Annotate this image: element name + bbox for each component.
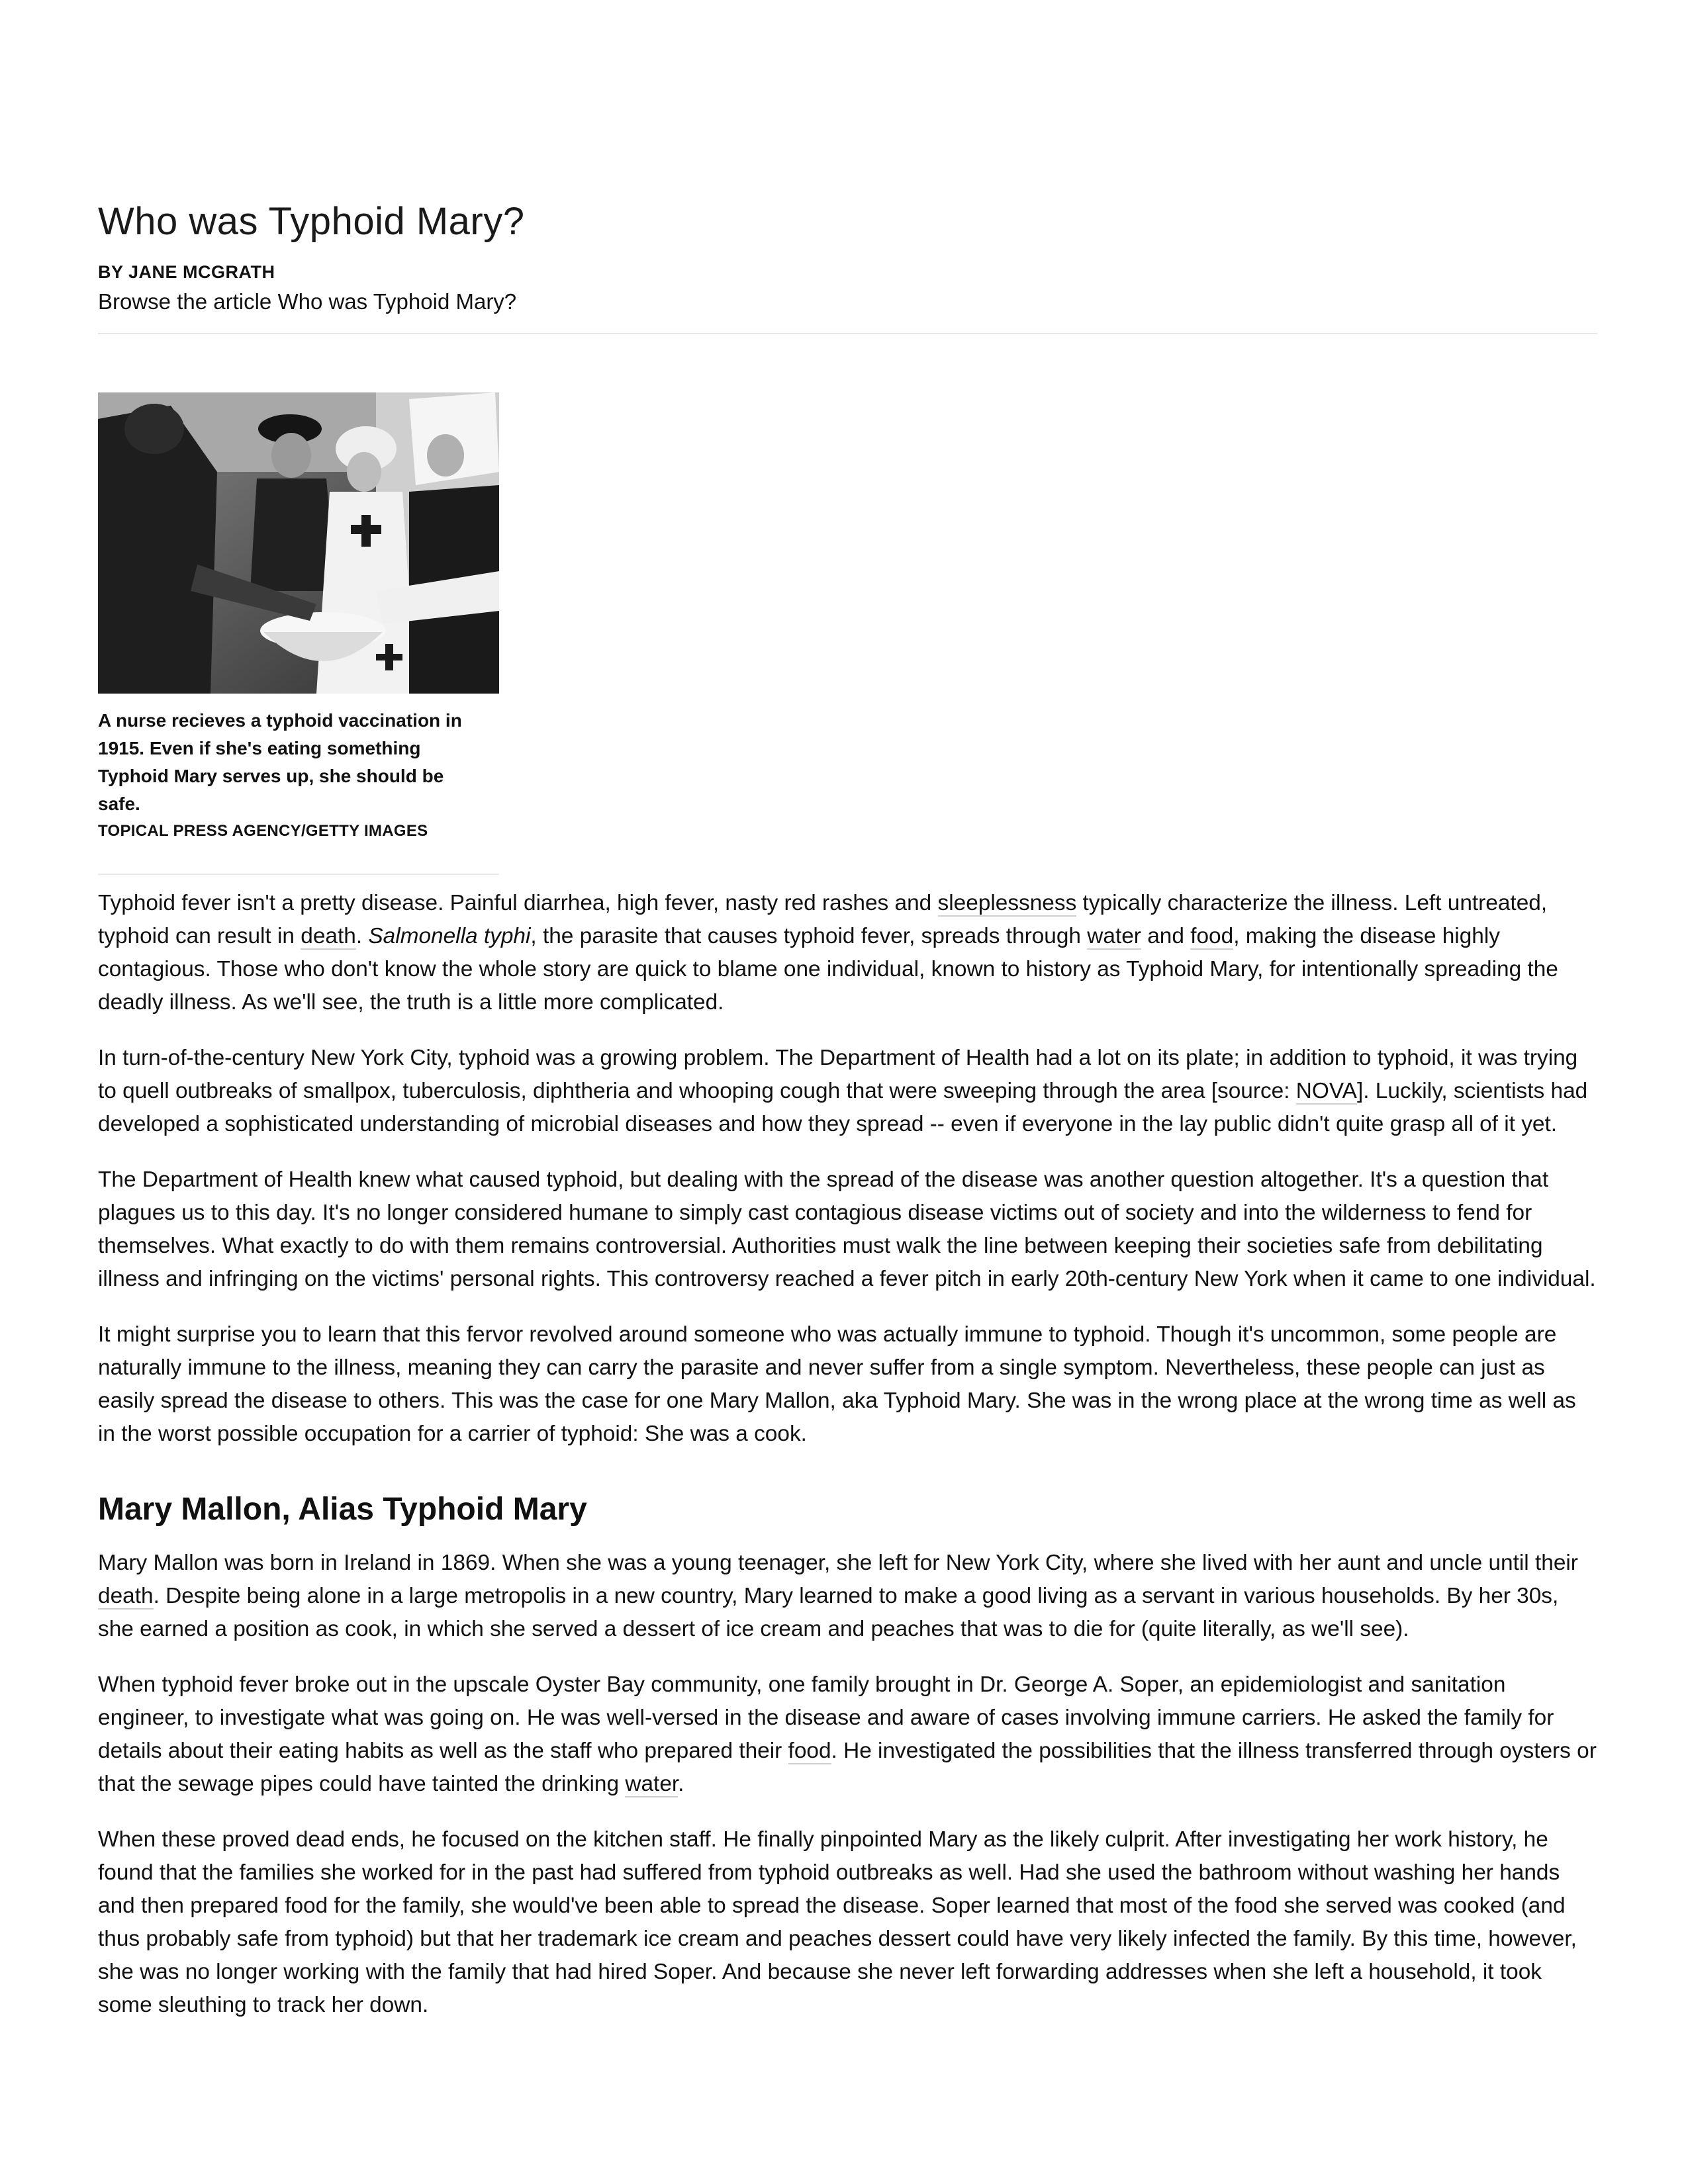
text: In turn-of-the-century New York City, typhoid was a growing problem. The Department of Health had a lot on its plate; in addition to typhoid, it was trying to quell outbreaks of smallpox, tuberculosis, diphtheria and whooping cough that were sweeping through the area [source: [98, 1045, 1578, 1103]
text: , making the disease highly contagious. Those who don't know the whole story are quick to blame one individual, known to history as Typhoid Mary, for intentionally spreading the deadly illness. As we'll see, the truth is a little more complicated. [98, 923, 1558, 1015]
text: typically characterize the illness. Left untreated, typhoid can result in [98, 890, 1548, 948]
browse-article-text: Browse the article Who was Typhoid Mary? [98, 289, 517, 314]
sleeplessness-link[interactable]: sleeplessness [937, 890, 1077, 915]
text: and [1141, 923, 1191, 948]
paragraph-3: The Department of Health knew what caused typhoid, but dealing with the spread of the disease was another question altogether. It's a question that plagues us to this day. It's no longer considered humane to simply cast contagious disease victims out of society and into the wilderness to fend for themselves. What exactly to do with them remains controversial. Authorities must walk the line between keeping their societies safe from debilitating illness and infringing on the victims' personal rights. This controversy reached a fever pitch in early 20th-century New York when it came to one individual. [98, 1167, 1596, 1291]
text: . [678, 1772, 684, 1797]
figure-divider [98, 874, 499, 875]
text: When typhoid fever broke out in the upscale Oyster Bay community, one family brought in Dr. George A. Soper, an epidemiologist and sanitation engineer, to investigate what was going on. He was well-versed in the disease and aware of cases involving immune carriers. He asked the family for details about their eating habits as well as the staff who prepared their [98, 1672, 1554, 1764]
figure-caption: A nurse recieves a typhoid vaccination in 1915. Even if she's eating something Typhoid Mary serves up, she should be safe. [98, 709, 462, 814]
text: . He investigated the possibilities that the illness transferred through oysters or that the sewage pipes could have tainted the drinking [98, 1739, 1597, 1797]
nurse-vaccination-photo [98, 392, 499, 694]
food-link[interactable]: food [788, 1739, 831, 1764]
article [98, 199, 1597, 2044]
article-body [98, 887, 1597, 2023]
section-heading: Mary Mallon, Alias Typhoid Mary [98, 1491, 587, 1527]
species-name: Salmonella typhi [368, 923, 531, 948]
nova-link[interactable]: NOVA [1295, 1078, 1357, 1103]
water-link[interactable]: water [625, 1772, 679, 1797]
photo-credit: TOPICAL PRESS AGENCY/GETTY IMAGES [98, 821, 428, 840]
paragraph-1 [98, 887, 1597, 1019]
header-divider [98, 333, 1597, 334]
text: , the parasite that causes typhoid fever, spreads through [530, 923, 1088, 948]
water-link[interactable]: water [1087, 923, 1141, 948]
text: . [355, 923, 369, 948]
paragraph-5 [98, 1547, 1597, 1646]
paragraph-2 [98, 1042, 1597, 1141]
food-link[interactable]: food [1190, 923, 1234, 948]
death-link[interactable]: death [98, 1584, 154, 1609]
text: ]. Luckily, scientists had developed a sophisticated understanding of microbial diseases and how they spread -- even if everyone in the lay public didn't quite grasp all of it yet. [98, 1078, 1588, 1136]
author-byline[interactable]: BY JANE MCGRATH [98, 261, 275, 282]
text: . Despite being alone in a large metropolis in a new country, Mary learned to make a good living as a servant in various households. By her 30s, she earned a position as cook, in which she served a dessert of ice cream and peaches that was to die for (quite literally, as we'll see). [98, 1584, 1559, 1642]
death-link[interactable]: death [301, 923, 356, 948]
article-title: Who was Typhoid Mary? [98, 200, 525, 243]
article-figure [98, 392, 499, 875]
text: Typhoid fever isn't a pretty disease. Painful diarrhea, high fever, nasty red rashes and [98, 890, 938, 915]
paragraph-6 [98, 1668, 1597, 1801]
paragraph-7: When these proved dead ends, he focused on the kitchen staff. He finally pinpointed Mary as the likely culprit. After investigating her work history, he found that the families she worked for in the past had suffered from typhoid outbreaks as well. Had she used the bathroom without washing her hands and then prepared food for the family, she would've been able to spread the disease. Soper learned that most of the food she served was cooked (and thus probably safe from typhoid) but that her trademark ice cream and peaches dessert could have very likely infected the family. By this time, however, she was no longer working with the family that had hired Soper. And because she never left forwarding addresses when she left a household, it took some sleuthing to track her down. [98, 1827, 1577, 2018]
text: Mary Mallon was born in Ireland in 1869. When she was a young teenager, she left for New York City, where she lived with her aunt and uncle until their [98, 1551, 1578, 1576]
paragraph-4: It might surprise you to learn that this fervor revolved around someone who was actually immune to typhoid. Though it's uncommon, some people are naturally immune to the illness, meaning they can carry the parasite and never suffer from a single symptom. Nevertheless, these people can just as easily spread the disease to others. This was the case for one Mary Mallon, aka Typhoid Mary. She was in the wrong place at the wrong time as well as in the worst possible occupation for a carrier of typhoid: She was a cook. [98, 1322, 1576, 1446]
